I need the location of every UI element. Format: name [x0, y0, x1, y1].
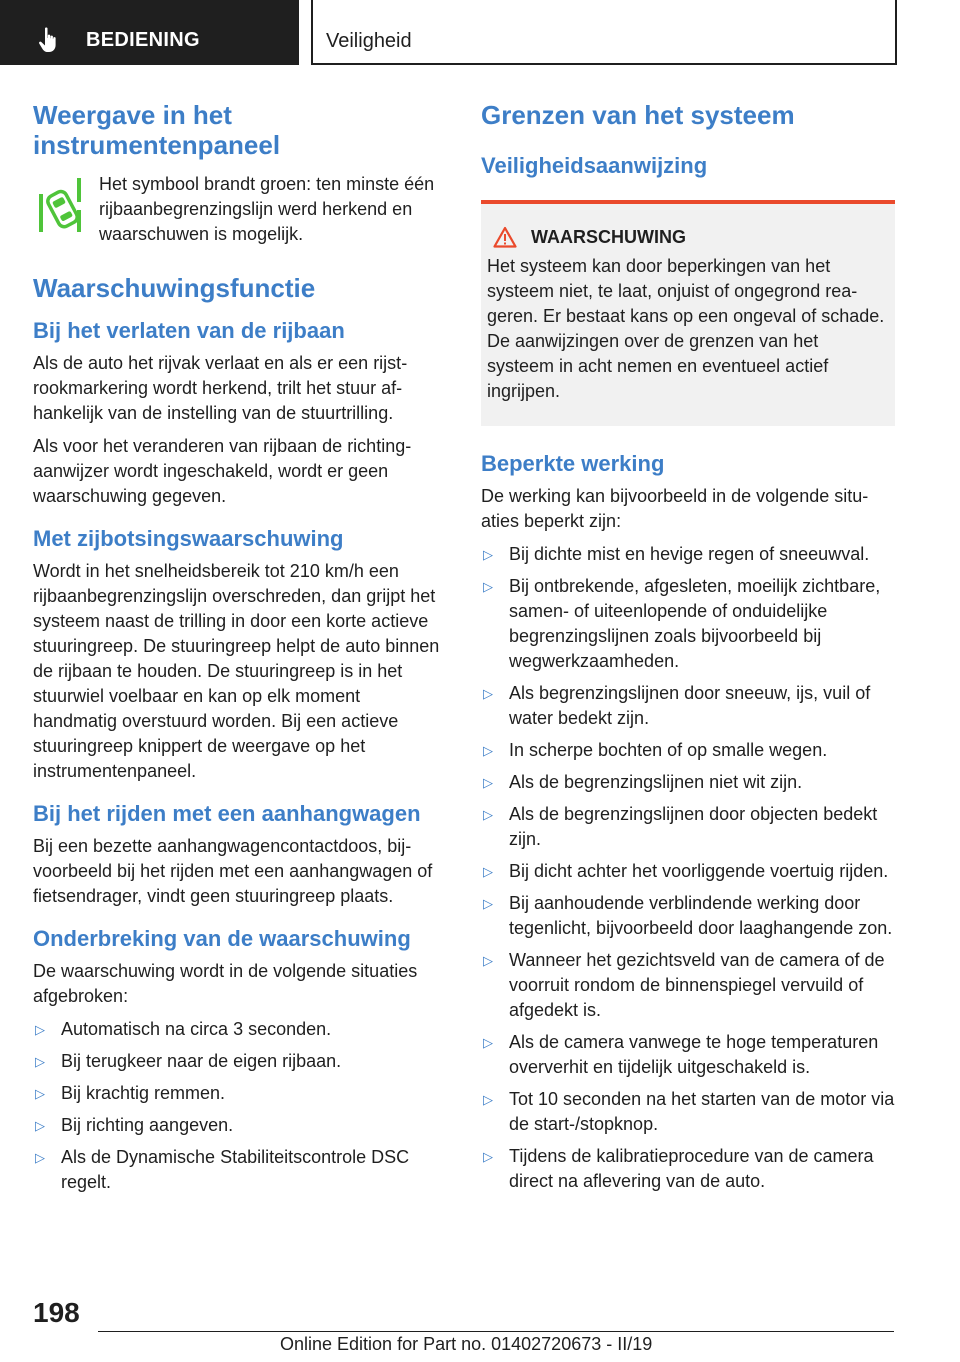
- list-item: ▷ Bij dicht achter het voorliggende voertuig rijden.: [481, 859, 895, 884]
- list-item: ▷ Als de Dynamische Stabiliteitscontrole DSC regelt.: [35, 1147, 410, 1192]
- list-item: ▷ Bij aanhoudende verblindende werking door tegenlicht, bijvoorbeeld door laaghangende zon.: [483, 893, 893, 938]
- heading-limited: Beperkte werking: [481, 451, 665, 476]
- edition-note: Online Edition for Part no. 01402720673 - II/19: [280, 1334, 653, 1354]
- list-item: ▷ Als begrenzingslijnen door sneeuw, ijs, vuil of water bedekt zijn.: [483, 683, 871, 728]
- list-item: ▷ Als de camera vanwege te hoge temperaturen oververhit en tijdelijk uitgeschakeld is.: [483, 1032, 879, 1077]
- paragraph-interruption: De waarschuwing wordt in de volgende situaties afgebroken:: [33, 961, 418, 1006]
- triangle-bullet-icon: ▷: [35, 1150, 45, 1165]
- left-column: [33, 100, 441, 1202]
- heading-interruption: Onderbreking van de waarschuwing: [33, 926, 411, 951]
- heading-display: Weergave in het instrumentenpaneel: [33, 100, 281, 160]
- symbol-description: Het symbool brandt groen: ten minste één rijbaanbegrenzingslijn werd herkend en waarschuwen is mogelijk.: [99, 174, 435, 244]
- chapter-label: Veiligheid: [326, 30, 412, 52]
- list-item: ▷ In scherpe bochten of op smalle wegen.: [481, 738, 895, 763]
- list-item: ▷ Als de begrenzingslijnen niet wit zijn.: [481, 770, 895, 795]
- heading-collision: Met zijbotsingswaarschuwing: [33, 526, 344, 551]
- triangle-bullet-icon: ▷: [483, 896, 493, 911]
- limitations-list: [481, 542, 895, 1194]
- page-number: 198: [33, 1297, 80, 1328]
- paragraph-collision: Wordt in het snelheidsbereik tot 210 km/h een rijbaanbegrenzingslijn overschreden, dan grijpt het systeem naast de trilling in door een korte actieve stuuringreep. De stuuringreep helpt de auto binnen de rijbaan te houden. De stuuringreep is in het stuurwiel voelbaar en kan op elk moment handmatig overstuurd worden. Bij een actieve stuuringreep knippert de weergave op het instrumentenpaneel.: [33, 561, 440, 781]
- heading-trailer: Bij het rijden met een aanhangwagen: [33, 801, 421, 826]
- chapter-tab: [311, 0, 897, 65]
- paragraph-leaving-2: Als voor het veranderen van rijbaan de richtingaanwijzer wordt ingeschakeld, wordt er geen waarschuwing gegeven.: [33, 436, 412, 506]
- footer-divider: [98, 1331, 894, 1332]
- warning-title-row: [493, 226, 887, 248]
- triangle-bullet-icon: ▷: [35, 1086, 45, 1101]
- list-item: ▷ Bij ontbrekende, afgesleten, moeilijk zichtbare, samen- of uiteenlopende of onduidelijke begrenzingslijnen zoals bijvoorbeeld bij wegwerkzaamheden.: [483, 576, 881, 671]
- warning-box: [481, 200, 895, 426]
- triangle-bullet-icon: ▷: [483, 807, 493, 822]
- list-item: ▷ Wanneer het gezichtsveld van de camera of de voorruit rondom de binnenspiegel vervuild of afgedekt is.: [483, 950, 885, 1020]
- heading-limits: Grenzen van het systeem: [481, 100, 795, 130]
- interruption-list: [33, 1017, 441, 1195]
- heading-warning-function: Waarschuwingsfunctie: [33, 273, 316, 303]
- heading-leaving-lane: Bij het verlaten van de rijbaan: [33, 318, 345, 343]
- triangle-bullet-icon: ▷: [35, 1054, 45, 1069]
- section-label: BEDIENING: [86, 29, 200, 51]
- list-item: ▷ Automatisch na circa 3 seconden.: [33, 1017, 441, 1042]
- triangle-bullet-icon: ▷: [483, 743, 493, 758]
- list-item: ▷ Bij dichte mist en hevige regen of sneeuwval.: [481, 542, 895, 567]
- triangle-bullet-icon: ▷: [483, 864, 493, 879]
- section-tab: [0, 0, 299, 65]
- list-item: ▷ Tijdens de kalibratieprocedure van de camera direct na aflevering van de auto.: [483, 1146, 874, 1191]
- list-item: ▷ Bij richting aangeven.: [33, 1113, 441, 1138]
- list-item: ▷ Tot 10 seconden na het starten van de motor via de start-/stopknop.: [483, 1089, 895, 1134]
- paragraph-leaving-1: Als de auto het rijvak verlaat en als er een rijstrookmarkering wordt herkend, trilt het stuur afhankelijk van de instelling van de stuurtrilling.: [33, 353, 408, 423]
- right-column: [481, 100, 895, 1201]
- paragraph-trailer: Bij een bezette aanhangwagencontactdoos, bijvoorbeeld bij het rijden met een aanhangwagen of fietsendrager, vindt geen stuuringreep plaats.: [33, 836, 433, 906]
- paragraph-limited: De werking kan bijvoorbeeld in de volgende situaties beperkt zijn:: [481, 486, 869, 531]
- triangle-bullet-icon: ▷: [483, 1035, 493, 1050]
- list-item: ▷ Als de begrenzingslijnen door objecten bedekt zijn.: [483, 804, 878, 849]
- warning-title: WAARSCHUWING: [531, 226, 686, 247]
- triangle-bullet-icon: ▷: [483, 953, 493, 968]
- triangle-bullet-icon: ▷: [483, 686, 493, 701]
- list-item: ▷ Bij terugkeer naar de eigen rijbaan.: [33, 1049, 441, 1074]
- hand-pointer-icon: [36, 26, 64, 54]
- heading-safety: Veiligheidsaanwijzing: [481, 153, 708, 178]
- triangle-bullet-icon: ▷: [483, 547, 493, 562]
- lane-departure-icon: [33, 176, 83, 234]
- triangle-bullet-icon: ▷: [483, 775, 493, 790]
- triangle-bullet-icon: ▷: [483, 579, 493, 594]
- triangle-bullet-icon: ▷: [35, 1118, 45, 1133]
- triangle-bullet-icon: ▷: [483, 1092, 493, 1107]
- triangle-bullet-icon: ▷: [483, 1149, 493, 1164]
- triangle-bullet-icon: ▷: [35, 1022, 45, 1037]
- symbol-row: [33, 172, 441, 247]
- warning-triangle-icon: [493, 226, 517, 248]
- list-item: ▷ Bij krachtig remmen.: [33, 1081, 441, 1106]
- warning-text: Het systeem kan door beperkingen van het systeem niet, te laat, onjuist of ongegrond reageren. Er bestaat kans op een ongeval of schade. De aanwijzingen over de grenzen van het systeem in acht nemen en eventueel actief ingrijpen.: [487, 256, 885, 401]
